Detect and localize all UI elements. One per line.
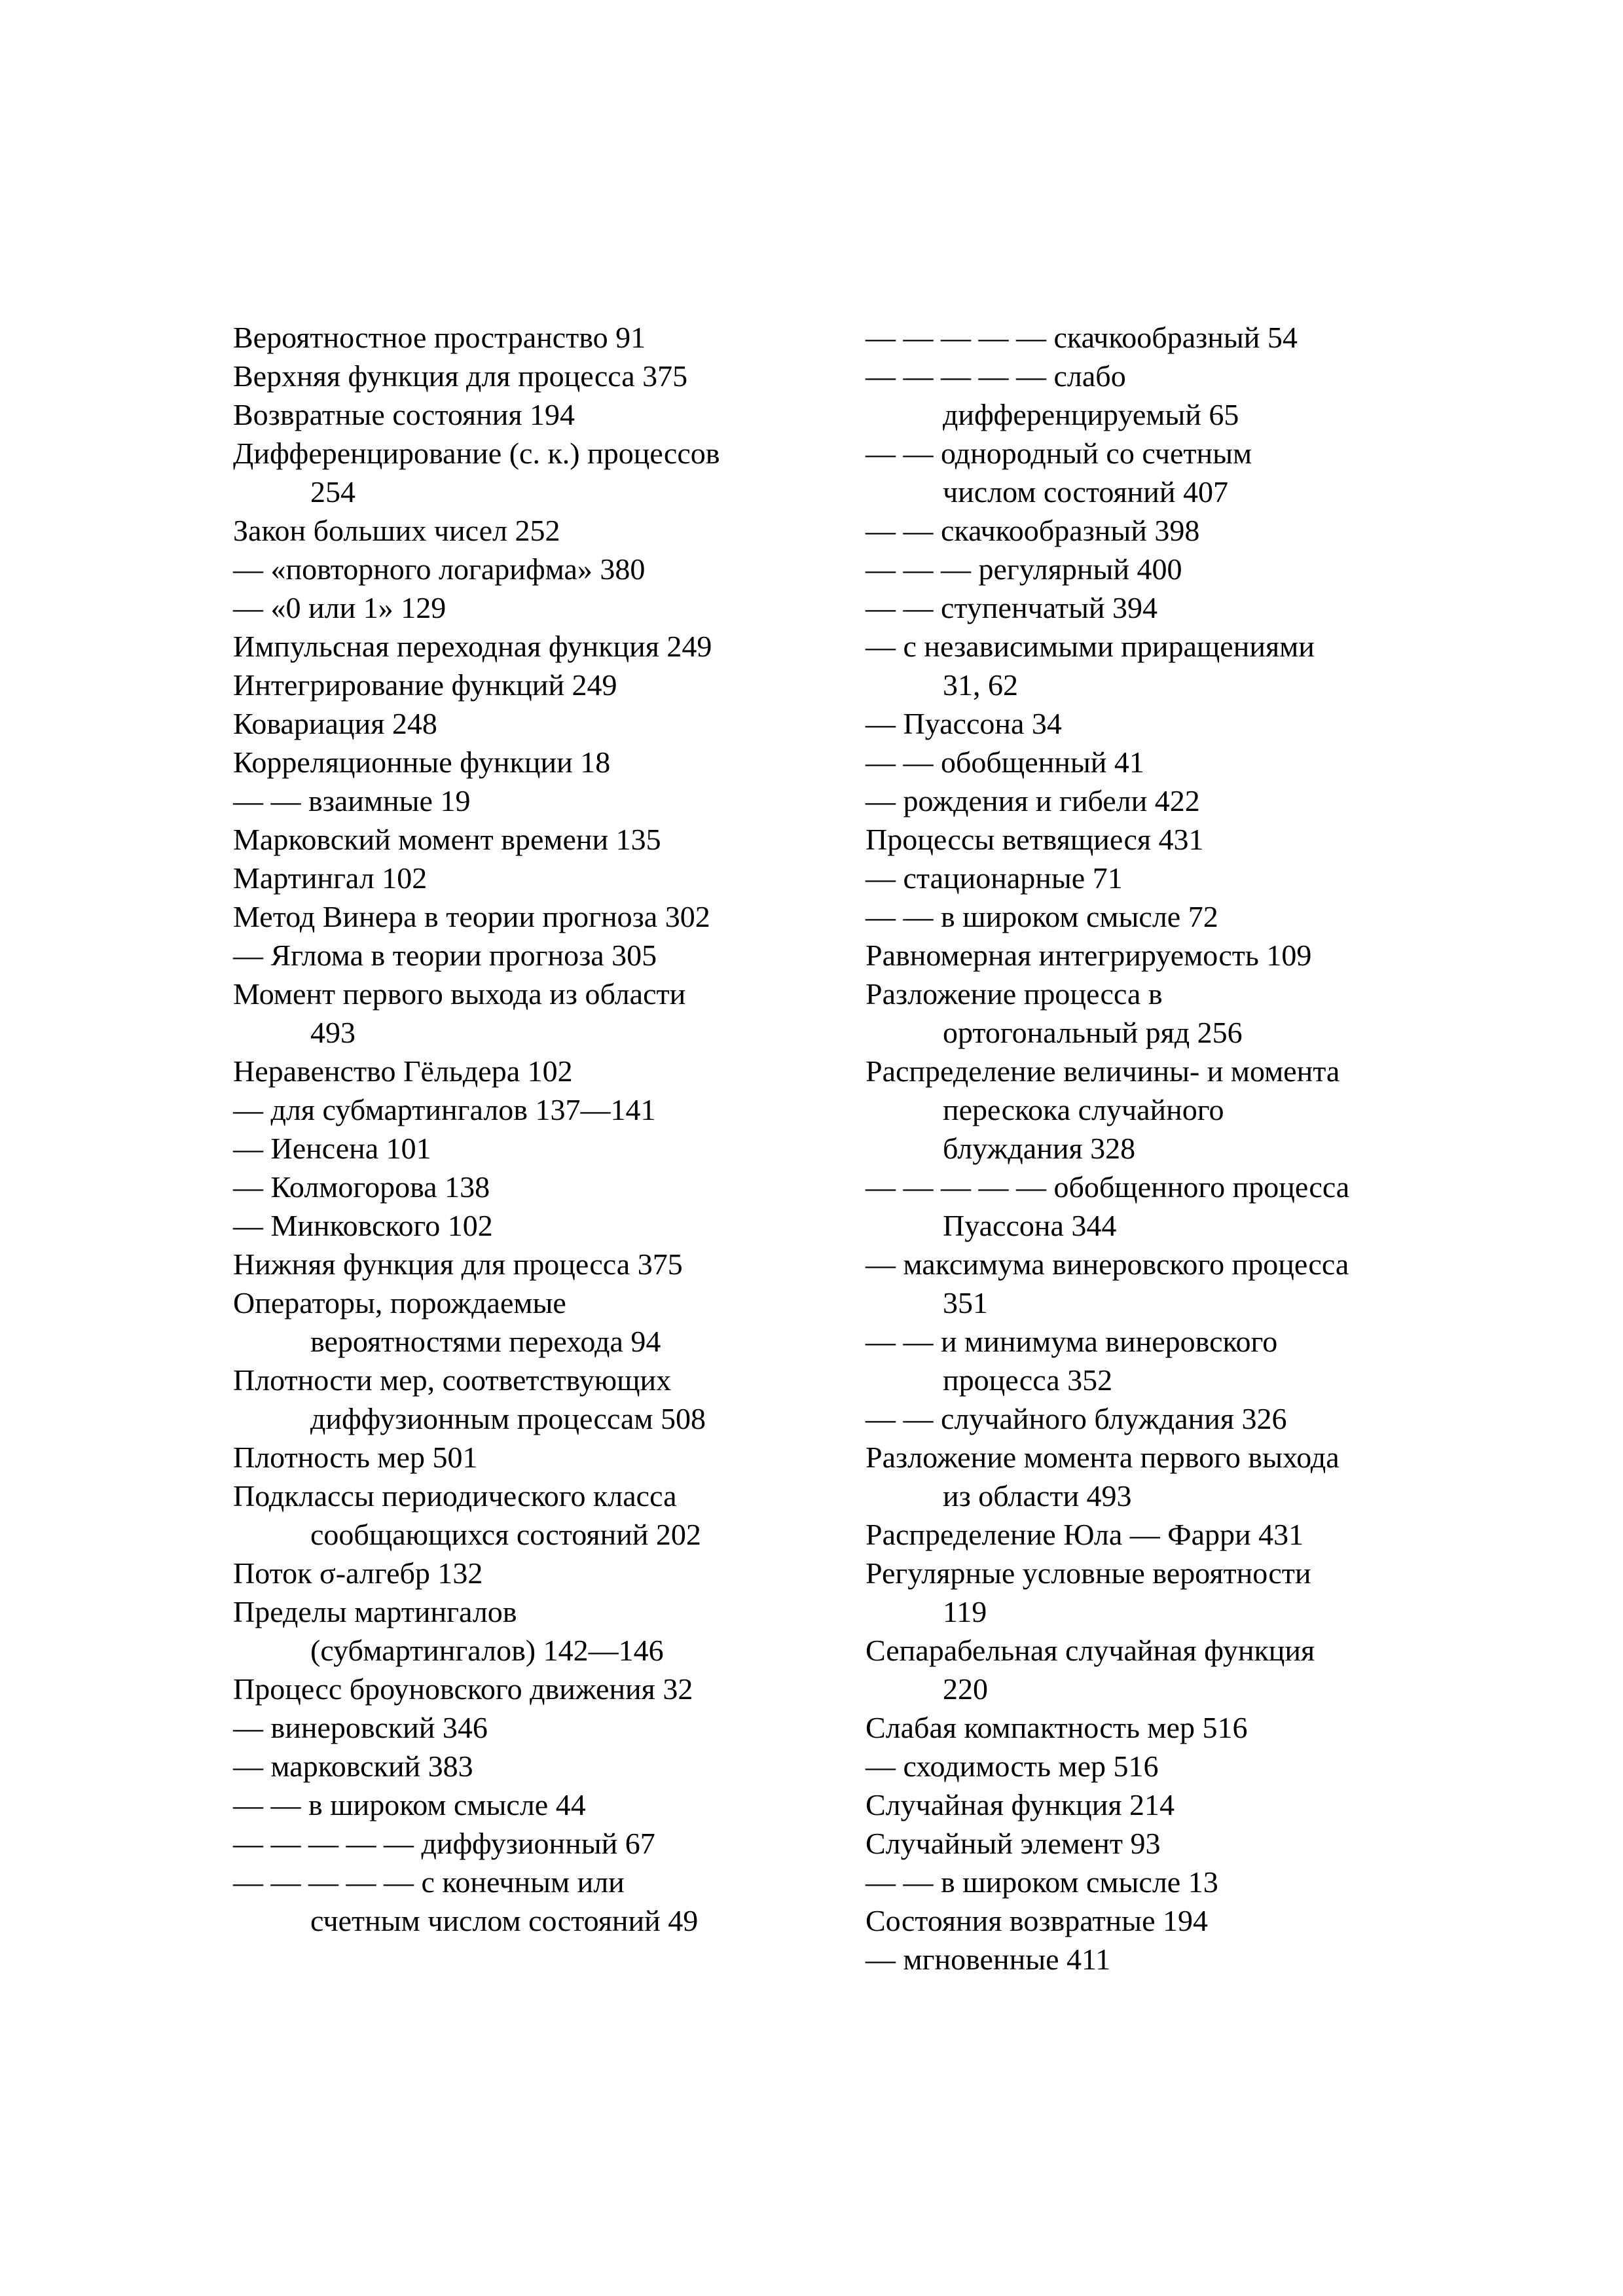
index-entry — [866, 1399, 1455, 1438]
index-entry-term: Интегрирование функций 249 — [233, 668, 617, 702]
index-entry-term: Пределы мартингалов — [233, 1595, 517, 1628]
index-entry — [233, 1129, 816, 1168]
index-entry-continuation: сообщающихся состояний 202 — [310, 1518, 701, 1551]
index-entry — [233, 859, 816, 897]
index-entry-term: Корреляционные функции 18 — [233, 745, 611, 779]
index-entry-term: Разложение момента первого выхода — [866, 1441, 1340, 1474]
index-entry — [866, 1747, 1455, 1785]
index-entry — [866, 1940, 1455, 1979]
index-entry-continuation: 351 — [943, 1286, 988, 1319]
index-entry-term: — Пуассона 34 — [866, 707, 1062, 740]
index-entry — [233, 1824, 816, 1863]
index-entry-continuation: процесса 352 — [943, 1363, 1113, 1397]
index-entry-term: — — — — — диффузионный 67 — [233, 1827, 655, 1860]
index-entry-term: Равномерная интегрируемость 109 — [866, 939, 1312, 972]
index-entry — [233, 1785, 816, 1824]
index-entry-term: — стационарные 71 — [866, 861, 1123, 895]
index-entry-term: Марковский момент времени 135 — [233, 823, 661, 856]
index-entry-term: — — — регулярный 400 — [866, 552, 1182, 586]
index-entry — [233, 820, 816, 859]
index-entry-term: Регулярные условные вероятности — [866, 1556, 1311, 1590]
index-entry-continuation: счетным числом состояний 49 — [310, 1904, 699, 1937]
index-entry-term: Подклассы периодического класса — [233, 1479, 677, 1513]
index-entry — [233, 1670, 816, 1708]
index-entry-term: Распределение Юла — Фарри 431 — [866, 1518, 1304, 1551]
index-entry — [866, 1438, 1455, 1515]
index-entry-term: — — однородный со счетным — [866, 437, 1252, 470]
index-entry-term: Закон больших чисел 252 — [233, 514, 560, 547]
index-entry-term: Момент первого выхода из области — [233, 977, 686, 1011]
index-entry-term: — — и минимума винеровского — [866, 1325, 1278, 1358]
index-entry-term: — марковский 383 — [233, 1749, 473, 1783]
index-entry-term: Сепарабельная случайная функция — [866, 1634, 1315, 1667]
index-entry-term: — — — — — слабо — [866, 359, 1126, 393]
index-entry-term: Случайная функция 214 — [866, 1788, 1175, 1821]
index-entry-term: — мгновенные 411 — [866, 1943, 1111, 1976]
index-entry-term: — — обобщенный 41 — [866, 745, 1144, 779]
index-entry — [866, 1515, 1455, 1554]
index-entry — [233, 1747, 816, 1785]
index-entry — [233, 550, 816, 588]
index-column-right — [866, 318, 1455, 1979]
index-entry-term: Плотности мер, соответствующих — [233, 1363, 672, 1397]
index-entry-term: Нижняя функция для процесса 375 — [233, 1247, 683, 1281]
index-entry — [233, 781, 816, 820]
index-entry-continuation: 220 — [943, 1672, 988, 1706]
index-entry-term: — Яглома в теории прогноза 305 — [233, 939, 657, 972]
index-entry — [866, 588, 1455, 627]
index-entry-term: Состояния возвратные 194 — [866, 1904, 1208, 1937]
index-entry — [866, 1245, 1455, 1322]
index-entry — [233, 1090, 816, 1129]
index-entry — [866, 1863, 1455, 1901]
index-entry — [866, 1631, 1455, 1708]
index-entry — [233, 1592, 816, 1670]
index-entry — [233, 666, 816, 704]
index-entry-continuation: вероятностями перехода 94 — [310, 1325, 661, 1358]
index-entry — [866, 781, 1455, 820]
index-entry-continuation: ортогональный ряд 256 — [943, 1016, 1243, 1049]
index-entry — [866, 704, 1455, 743]
index-entry-continuation: 119 — [943, 1595, 987, 1628]
index-entry — [233, 704, 816, 743]
index-entry-continuation: дифференцируемый 65 — [943, 398, 1239, 431]
index-entry-term: Мартингал 102 — [233, 861, 428, 895]
index-entry-continuation: числом состояний 407 — [943, 475, 1228, 509]
index-entry-continuation: блуждания 328 — [943, 1132, 1136, 1165]
index-entry-term: Слабая компактность мер 516 — [866, 1711, 1248, 1744]
index-entry — [233, 1283, 816, 1361]
index-entry — [866, 434, 1455, 511]
index-entry — [866, 1901, 1455, 1940]
index-entry — [866, 1168, 1455, 1245]
index-entry — [233, 975, 816, 1052]
index-entry-term: Процессы ветвящиеся 431 — [866, 823, 1204, 856]
index-entry — [233, 1361, 816, 1438]
index-entry — [233, 1438, 816, 1477]
index-entry — [233, 897, 816, 936]
index-entry-term: Возвратные состояния 194 — [233, 398, 575, 431]
index-entry — [233, 357, 816, 395]
index-entry-term: — — в широком смысле 13 — [866, 1865, 1218, 1899]
index-entry-continuation: 31, 62 — [943, 668, 1018, 702]
index-entry-term: — сходимость мер 516 — [866, 1749, 1159, 1783]
index-entry — [233, 1245, 816, 1283]
index-entry-term: — «0 или 1» 129 — [233, 591, 447, 624]
index-entry-term: Операторы, порождаемые — [233, 1286, 566, 1319]
index-entry-term: Вероятностное пространство 91 — [233, 321, 646, 354]
index-entry — [866, 1785, 1455, 1824]
index-entry-term: — — в широком смысле 72 — [866, 900, 1218, 933]
index-entry-term: Разложение процесса в — [866, 977, 1163, 1011]
index-entry — [233, 1708, 816, 1747]
index-entry-term: — — ступенчатый 394 — [866, 591, 1158, 624]
index-entry-term: — Минковского 102 — [233, 1209, 493, 1242]
index-entry-term: — винеровский 346 — [233, 1711, 488, 1744]
index-entry-term: Неравенство Гёльдера 102 — [233, 1054, 573, 1088]
index-entry — [866, 1708, 1455, 1747]
index-entry-term: — — взаимные 19 — [233, 784, 471, 817]
index-entry-term: Ковариация 248 — [233, 707, 437, 740]
index-entry — [233, 588, 816, 627]
index-entry — [866, 975, 1455, 1052]
index-entry-continuation: перескока случайного — [943, 1093, 1224, 1126]
index-entry-term: Дифференцирование (с. к.) процессов — [233, 437, 720, 470]
index-entry — [233, 1052, 816, 1090]
index-entry-term: Распределение величины- и момента — [866, 1054, 1340, 1088]
index-entry-term: — — в широком смысле 44 — [233, 1788, 586, 1821]
index-entry — [866, 859, 1455, 897]
index-entry — [866, 1824, 1455, 1863]
index-entry-term: Плотность мер 501 — [233, 1441, 478, 1474]
index-entry — [233, 1863, 816, 1940]
index-entry — [233, 1206, 816, 1245]
index-entry-term: Поток σ-алгебр 132 — [233, 1556, 483, 1590]
index-entry — [866, 936, 1455, 975]
index-entry — [233, 511, 816, 550]
index-entry — [233, 627, 816, 666]
index-entry — [866, 357, 1455, 434]
index-entry-term: Верхняя функция для процесса 375 — [233, 359, 688, 393]
index-entry-continuation: Пуассона 344 — [943, 1209, 1117, 1242]
index-entry-term: — «повторного логарифма» 380 — [233, 552, 646, 586]
index-entry-term: Метод Винера в теории прогноза 302 — [233, 900, 710, 933]
index-entry — [233, 1477, 816, 1554]
index-entry — [233, 1168, 816, 1206]
index-entry-continuation: (субмартингалов) 142—146 — [310, 1634, 664, 1667]
index-entry — [866, 743, 1455, 781]
index-entry-term: — — — — — обобщенного процесса — [866, 1170, 1350, 1204]
index-entry-term: — — — — — с конечным или — [233, 1865, 625, 1899]
index-entry — [866, 1052, 1455, 1168]
index-entry-continuation: 254 — [310, 475, 356, 509]
index-entry — [866, 318, 1455, 357]
index-entry — [866, 1322, 1455, 1399]
index-entry-continuation: диффузионным процессам 508 — [310, 1402, 706, 1435]
index-entry — [233, 743, 816, 781]
index-entry — [866, 511, 1455, 550]
index-entry — [866, 627, 1455, 704]
index-entry — [233, 395, 816, 434]
index-entry — [866, 550, 1455, 588]
index-entry — [866, 897, 1455, 936]
index-entry-term: — с независимыми приращениями — [866, 630, 1315, 663]
index-entry — [233, 318, 816, 357]
index-column-left — [233, 318, 816, 1940]
index-entry — [233, 434, 816, 511]
index-entry-term: Импульсная переходная функция 249 — [233, 630, 712, 663]
index-entry-term: — — случайного блуждания 326 — [866, 1402, 1287, 1435]
index-entry-term: — — скачкообразный 398 — [866, 514, 1200, 547]
index-entry-term: — для субмартингалов 137—141 — [233, 1093, 656, 1126]
index-entry-term: Процесс броуновского движения 32 — [233, 1672, 693, 1706]
index-entry-term: Случайный элемент 93 — [866, 1827, 1161, 1860]
index-entry-term: — — — — — скачкообразный 54 — [866, 321, 1298, 354]
index-entry — [233, 1554, 816, 1592]
index-entry — [866, 1554, 1455, 1631]
index-entry-term: — рождения и гибели 422 — [866, 784, 1200, 817]
index-entry — [233, 936, 816, 975]
index-entry-term: — Колмогорова 138 — [233, 1170, 490, 1204]
index-entry-continuation: из области 493 — [943, 1479, 1132, 1513]
index-entry-term: — Иенсена 101 — [233, 1132, 431, 1165]
index-entry — [866, 820, 1455, 859]
index-entry-term: — максимума винеровского процесса — [866, 1247, 1349, 1281]
index-entry-continuation: 493 — [310, 1016, 356, 1049]
